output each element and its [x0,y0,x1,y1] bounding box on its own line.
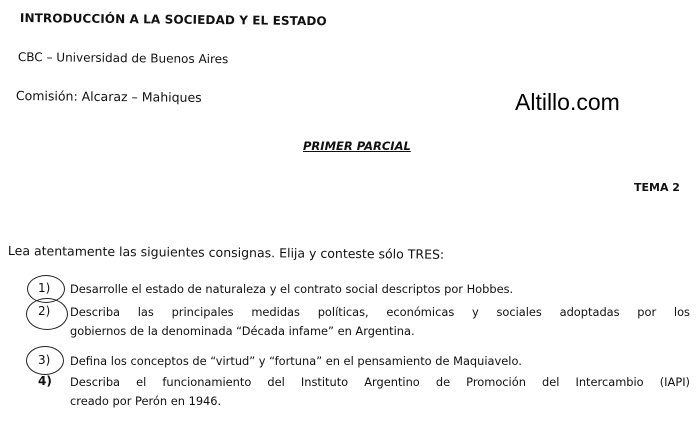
question-3-number: 3) [38,353,51,367]
question-4-number: 4) [38,374,52,388]
instructions: Lea atentamente las siguientes consignas. Elija y conteste sólo TRES: [7,243,445,262]
question-2-number: 2) [38,304,51,318]
course-title: INTRODUCCIÓN A LA SOCIEDAD Y EL ESTADO [19,11,327,29]
exam-title: PRIMER PARCIAL [303,139,411,153]
question-1-line-1: Desarrolle el estado de naturaleza y el contrato social descriptos por Hobbes. [70,282,514,296]
question-2-text [70,303,690,341]
question-2-line-1: Describa las principales medidas políticas, económicas y sociales adoptadas por los [70,305,690,319]
question-2-line-2: gobiernos de la denominada “Década infame” en Argentina. [70,324,415,338]
question-3-line-1: Defina los conceptos de “virtud” y “fortuna” en el pensamiento de Maquiavelo. [70,354,522,368]
question-1-number: 1) [38,281,51,295]
question-4-text [70,373,690,411]
institution-line: CBC – Universidad de Buenos Aires [17,50,229,67]
question-3-text [70,352,690,371]
question-1-text [70,280,690,299]
watermark: Altillo.com [515,89,620,115]
commission-line: Comisión: Alcaraz – Mahiques [15,88,202,105]
question-4-line-1: Describa el funcionamiento del Instituto Argentino de Promoción del Intercambio (IAPI) [70,375,690,389]
question-4-line-2: creado por Perón en 1946. [70,394,222,408]
tema-label: TEMA 2 [634,181,680,194]
